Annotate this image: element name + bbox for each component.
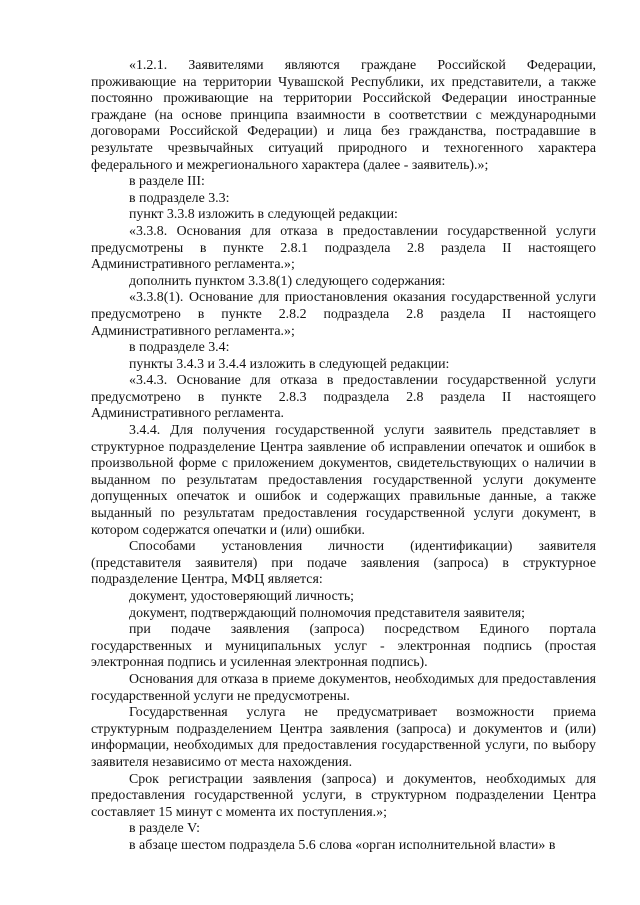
document-page [91, 58, 596, 855]
paragraph-extraterritorial-principle: Государственная услуга не предусматривает возможности приема структурным подразделением Центра заявления (запроса) и документов и (или) информации, необходимых для предоставления государственной услуги, по выбору заявителя независимо от места нахождения. [91, 705, 596, 770]
paragraph-points-3-4-3-3-4-4-intro: пункты 3.4.3 и 3.4.4 изложить в следующей редакции: [129, 356, 450, 372]
paragraph-3-3-8-1: «3.3.8(1). Основание для приостановления оказания государственной услуги предусмотрено в пункте 2.8.2 подраздела 2.8 раздела II настоящего Административного регламента.»; [91, 290, 596, 339]
paragraph-subsection-5-6: в абзаце шестом подраздела 5.6 слова «орган исполнительной власти» в [129, 837, 556, 853]
paragraph-subsection-3-4: в подразделе 3.4: [129, 340, 230, 356]
paragraph-3-4-3: «3.4.3. Основание для отказа в предоставлении государственной услуги предусмотрено в пункте 2.8.3 подраздела 2.8 раздела II настоящего Административного регламента. [91, 373, 596, 422]
paragraph-identification-methods: Способами установления личности (идентификации) заявителя (представителя заявителя) при подаче заявления (запроса) в структурное подразделение Центра, МФЦ является: [91, 539, 596, 588]
paragraph-refusal-grounds: Основания для отказа в приеме документов, необходимых для предоставления государственной услуги не предусмотрены. [91, 671, 596, 704]
paragraph-electronic-signature: при подаче заявления (запроса) посредством Единого портала государственных и муниципальных услуг - электронная подпись (простая электронная подпись и усиленная электронная подпись). [91, 622, 596, 671]
paragraph-1-2-1-applicants: «1.2.1. Заявителями являются граждане Российской Федерации, проживающие на территории Чувашской Республики, их представители, а также постоянно проживающие на территории Российской Федерации иностранные граждане (на основе принципа взаимности в соответствии с международными договорами Российской Федерации) и лица без гражданства, пострадавшие в результате чрезвычайных ситуаций природного и техногенного характера федерального и межрегионального характера (далее - заявитель).»; [91, 58, 596, 173]
paragraph-point-3-3-8-intro: пункт 3.3.8 изложить в следующей редакции: [129, 207, 398, 223]
paragraph-section-3: в разделе III: [129, 174, 205, 190]
paragraph-subsection-3-3: в подразделе 3.3: [129, 190, 230, 206]
paragraph-3-4-4: 3.4.4. Для получения государственной услуги заявитель представляет в структурное подразделение Центра заявление об исправлении опечаток и ошибок в произвольной форме с приложением документов, свидетельствующих о наличии в выданном по результатам предоставления государственной услуги документе допущенных опечаток и ошибок и содержащих правильные данные, а также выданный по результатам предоставления государственной услуги документ, в котором содержатся опечатки и (или) ошибки. [91, 423, 596, 538]
paragraph-3-3-8: «3.3.8. Основания для отказа в предоставлении государственной услуги предусмотрены в пункте 2.8.1 подраздела 2.8 раздела II настоящего Административного регламента.»; [91, 223, 596, 273]
paragraph-add-3-3-8-1-intro: дополнить пунктом 3.3.8(1) следующего содержания: [129, 273, 446, 289]
paragraph-registration-term: Срок регистрации заявления (запроса) и документов, необходимых для предоставления государственной услуги, в структурном подразделении Центра составляет 15 минут с момента их поступления.»; [91, 771, 596, 820]
paragraph-section-5: в разделе V: [129, 821, 201, 837]
paragraph-identity-document: документ, удостоверяющий личность; [129, 589, 355, 604]
paragraph-authority-document: документ, подтверждающий полномочия представителя заявителя; [129, 605, 526, 621]
